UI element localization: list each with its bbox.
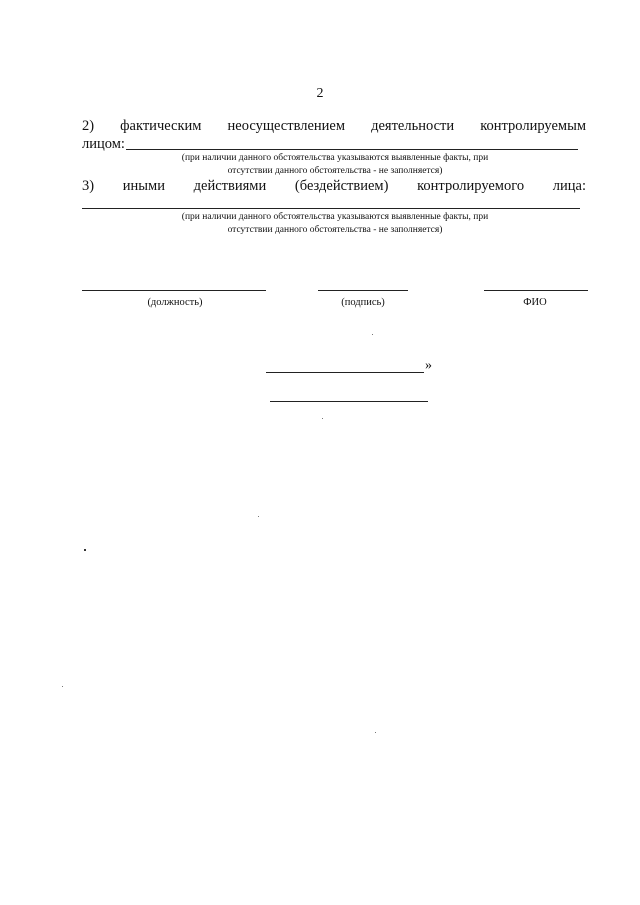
- item-2-continuation: [82, 135, 125, 153]
- item-2-note-line2: отсутствии данного обстоятельства - не заполняется): [227, 166, 443, 176]
- scan-speck: [84, 549, 86, 551]
- scan-speck: [322, 418, 323, 419]
- item-3-text: 3) иными действиями (бездействием) контролируемого лица:: [82, 178, 586, 194]
- signature-caption: (подпись): [341, 297, 385, 308]
- item-2-fill-line[interactable]: [126, 149, 578, 150]
- item-2-note: [120, 152, 550, 178]
- second-date-line[interactable]: [270, 401, 428, 402]
- position-caption: (должность): [147, 297, 203, 308]
- date-closing-quote: »: [425, 358, 432, 373]
- item-3-note-line2: отсутствии данного обстоятельства - не заполняется): [227, 225, 443, 235]
- scan-speck: [62, 686, 63, 687]
- scan-speck: [258, 516, 259, 517]
- item-2-text: 2) фактическим неосуществлением деятельности контролируемым: [82, 118, 586, 134]
- item-3-fill-line[interactable]: [82, 208, 580, 209]
- scan-speck: [372, 334, 373, 335]
- item-3-note-line1: (при наличии данного обстоятельства указываются выявленные факты, при: [181, 212, 489, 222]
- name-caption: ФИО: [523, 297, 547, 308]
- scan-speck: [375, 732, 376, 733]
- item-2-note-line1: (при наличии данного обстоятельства указываются выявленные факты, при: [181, 153, 489, 163]
- name-line[interactable]: [484, 290, 588, 291]
- item-2-continuation-label: лицом:: [82, 136, 125, 152]
- date-line[interactable]: [266, 372, 424, 373]
- item-3-note: [120, 211, 550, 237]
- position-line[interactable]: [82, 290, 266, 291]
- page-number: 2: [316, 86, 324, 101]
- signature-line[interactable]: [318, 290, 408, 291]
